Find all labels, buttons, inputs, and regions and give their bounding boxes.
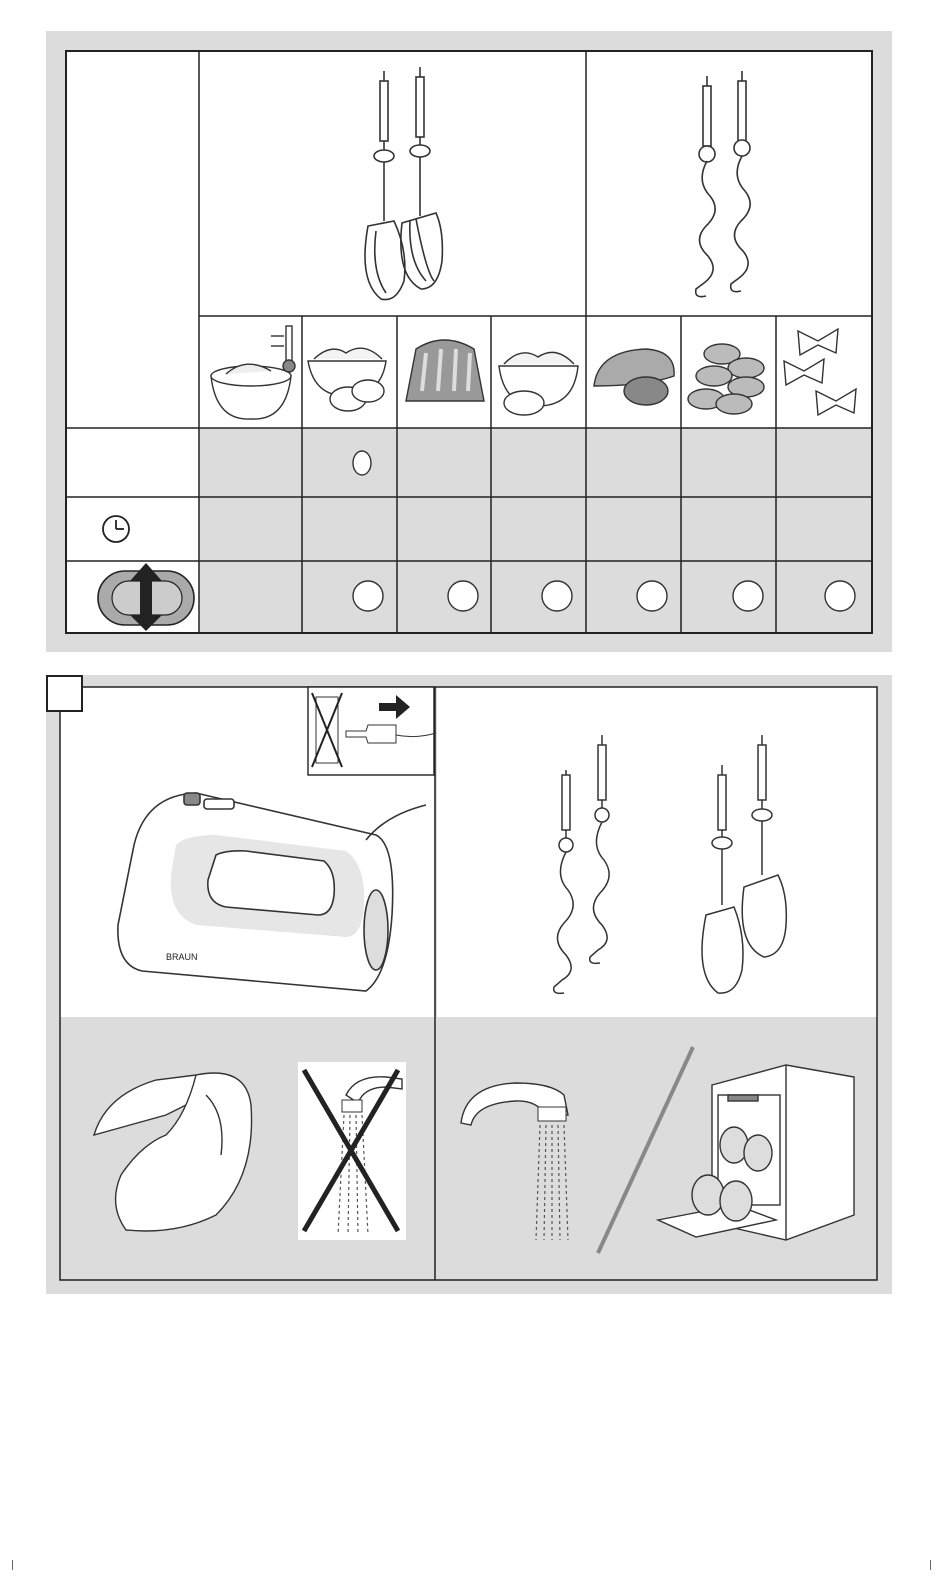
cleaning-panel — [46, 675, 892, 1294]
crop-mark — [930, 1560, 931, 1570]
speed-circle — [637, 581, 667, 611]
rinse-tap-icon — [461, 1083, 568, 1240]
step-marker-box — [46, 675, 83, 712]
wipe-cloth-icon — [94, 1073, 252, 1231]
usage-table-panel — [46, 31, 892, 652]
cake-dough-icon — [406, 340, 484, 401]
usage-table — [46, 31, 892, 652]
dishwasher-icon — [658, 1065, 854, 1240]
speed-circle — [825, 581, 855, 611]
speed-switch-icon — [98, 563, 194, 631]
unplug-icon — [308, 687, 436, 775]
cleaning-illustration — [46, 675, 892, 1294]
speed-circle — [353, 581, 383, 611]
egg-marker — [353, 451, 371, 475]
speed-circle — [733, 581, 763, 611]
no-water-icon — [298, 1062, 406, 1240]
speed-circle — [542, 581, 572, 611]
speed-circle — [448, 581, 478, 611]
crop-mark — [12, 1560, 13, 1570]
brand-label: BRAUN — [166, 952, 198, 962]
